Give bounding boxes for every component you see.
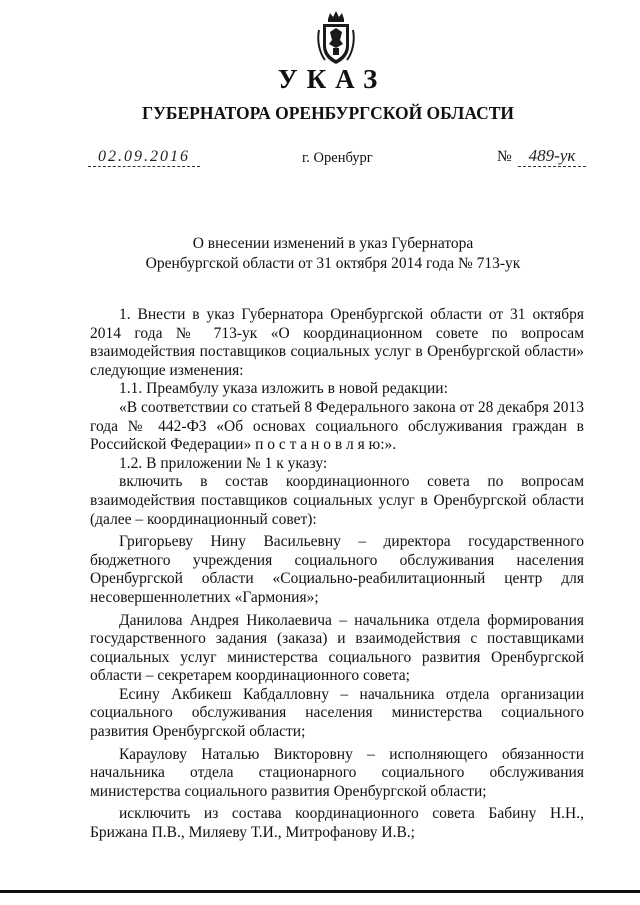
paragraph-include: включить в состав координационного совета по вопросам взаимодействия поставщиков социальных услуг в Оренбургской области (далее – координационный совет): — [90, 473, 584, 528]
document-issuer: ГУБЕРНАТОРА ОРЕНБУРГСКОЙ ОБЛАСТИ — [141, 103, 515, 123]
document-subject — [0, 234, 640, 274]
document-title: УКАЗ — [277, 64, 387, 94]
paragraph-1: 1. Внести в указ Губернатора Оренбургской области от 31 октября 2014 года № 713-ук «О координационном совете по вопросам взаимодействия поставщиков социальных услуг в Оренбургской области» следующие изменения: — [90, 306, 584, 379]
document-date: 02.09.2016 — [88, 148, 200, 167]
document-body — [90, 306, 584, 843]
paragraph-1-1: 1.1. Преамбулу указа изложить в новой редакции: — [119, 380, 448, 398]
number-sign: № — [497, 148, 512, 165]
document-city: г. Оренбург — [302, 150, 373, 166]
paragraph-exclude: исключить из состава координационного совета Бабину Н.Н., Брижана П.В., Миляеву Т.И., Митрофанову И.В.; — [90, 805, 584, 842]
document-number: 489-ук — [518, 146, 586, 167]
page-bottom-rule — [0, 890, 640, 893]
subject-line-1: О внесении изменений в указ Губернатора — [192, 235, 474, 252]
paragraph-1-2: 1.2. В приложении № 1 к указу: — [119, 454, 328, 472]
paragraph-member-esina: Есину Акбикеш Кабдалловну – начальника отдела организации социального обслуживания населения министерства социального развития Оренбургской области; — [90, 685, 584, 741]
paragraph-member-danilov: Данилова Андрея Николаевича – начальника отдела формирования государственного задания (заказа) и взаимодействия с поставщиками социальных услуг министерства социального развития Оренбургской области – секретарем координационного совета; — [90, 611, 584, 685]
paragraph-preamble: «В соответствии со статьей 8 Федерального закона от 28 декабря 2013 года № 442-ФЗ «Об основах социального обслуживания граждан в Российской Федерации» п о с т а н о в л я ю:». — [90, 398, 584, 454]
paragraph-member-karaulova: Караулову Наталью Викторовну – исполняющего обязанности начальника отдела стационарного социального обслуживания министерства социального развития Оренбургской области; — [90, 745, 584, 800]
coat-of-arms-icon — [316, 10, 356, 66]
paragraph-member-grigorieva: Григорьеву Нину Васильевну – директора государственного бюджетного учреждения социального обслуживания населения Оренбургской области «Социально-реабилитационный центр для несовершеннолетних «Гармония»; — [90, 533, 584, 606]
subject-line-2: Оренбургской области от 31 октября 2014 года № 713-ук — [145, 255, 521, 272]
